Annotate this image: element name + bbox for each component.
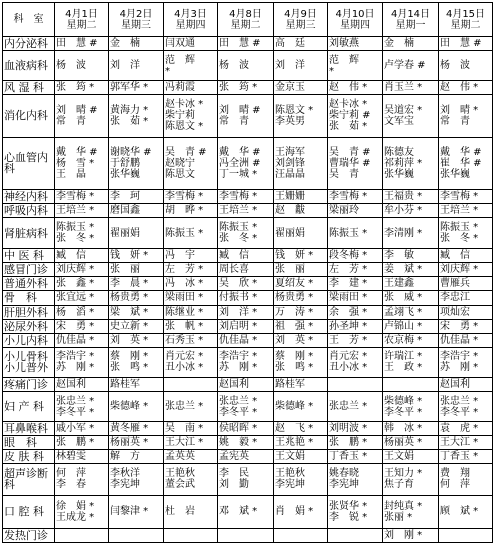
doctor-cell: 张忠兰 * — [164, 392, 218, 422]
doctor-cell: 邓 斌 * — [218, 495, 274, 528]
doctor-cell: 肖元宏 * 丑小冰 * — [328, 347, 383, 377]
doctor-cell: 张忠兰 * 李冬平 * — [55, 392, 109, 422]
doctor-cell: 陈恩文 * 李英男 — [274, 95, 328, 137]
dept-cell: 中 医 科 — [3, 249, 55, 263]
day-date: 4月1日 — [65, 8, 98, 20]
doctor-cell: 张忠兰 * 李冬平 * — [218, 392, 274, 422]
doctor-cell: 刘 晴 # 常 青 — [218, 95, 274, 137]
doctor-cell: 王姗姗 — [274, 189, 328, 203]
table-row — [3, 218, 493, 249]
doctor-cell: 李秋洋 李宪坤 — [109, 464, 164, 495]
doctor-cell: 刘 洋 — [109, 51, 164, 81]
doctor-cell: 李浩宇 * 苏 刚 * — [55, 347, 109, 377]
dept-cell: 血液病科 — [3, 51, 55, 81]
doctor-cell — [328, 377, 383, 391]
doctor-cell: 刘 晴 # 常 青 — [55, 95, 109, 137]
doctor-cell: 张 筠 * — [218, 81, 274, 95]
doctor-cell: 钱 妍 * — [274, 249, 328, 263]
day-date: 4月9日 — [284, 8, 317, 20]
doctor-cell: 王建鑫 — [383, 277, 439, 291]
doctor-cell: 梁丽玲 — [328, 203, 383, 217]
doctor-cell: 田 慧 # — [218, 37, 274, 51]
doctor-cell: 许瑞江 * 王 政 * — [383, 347, 439, 377]
doctor-cell: 路桂军 — [274, 377, 328, 391]
day-weekday: 星期二 — [230, 19, 261, 31]
day-date: 4月14日 — [390, 8, 431, 20]
doctor-cell — [109, 528, 164, 542]
doctor-cell: 刘庆辉 * — [439, 263, 493, 277]
doctor-cell: 张 帆 * — [164, 319, 218, 333]
doctor-cell: 杨贵勇 * — [109, 291, 164, 305]
doctor-cell: 吴 青 # 赵晓宁 陈思文 — [164, 137, 218, 189]
doctor-cell: 祖 强 * — [274, 319, 328, 333]
doctor-cell: 蔡 刚 * 张 鸣 * — [274, 347, 328, 377]
table-row — [3, 137, 493, 189]
doctor-cell: 孟英英 — [164, 450, 218, 464]
doctor-cell: 吴 南 * — [164, 422, 218, 436]
table-row — [3, 203, 493, 217]
doctor-cell: 冯 宇 — [164, 249, 218, 263]
doctor-cell: 史立新 * — [109, 319, 164, 333]
table-row — [3, 347, 493, 377]
doctor-cell: 王培兰 * — [439, 203, 493, 217]
dept-cell: 皮 肤 科 — [3, 450, 55, 464]
doctor-cell — [328, 528, 383, 542]
doctor-cell: 万 涛 * — [274, 305, 328, 319]
doctor-cell: 李雪梅 * — [328, 189, 383, 203]
doctor-cell: 王海军 刘剑锋 汪晶晶 — [274, 137, 328, 189]
doctor-cell: 臧 信 — [439, 249, 493, 263]
doctor-cell: 王培兰 * — [218, 203, 274, 217]
table-row — [3, 436, 493, 450]
dept-cell: 口 腔 科 — [3, 495, 55, 528]
doctor-cell: 张忠兰 * — [328, 392, 383, 422]
table-row — [3, 263, 493, 277]
dept-cell: 肾脏病科 — [3, 218, 55, 249]
doctor-cell: 李 建 * — [328, 277, 383, 291]
doctor-cell: 张 鑫 * — [55, 277, 109, 291]
doctor-cell: 翟丽娟 — [109, 218, 164, 249]
doctor-cell: 张 鹏 * — [328, 436, 383, 450]
doctor-cell: 杨丽英 * — [383, 436, 439, 450]
dept-cell: 普通外科 — [3, 277, 55, 291]
day-header — [218, 3, 274, 37]
doctor-cell: 项灿宏 — [439, 305, 493, 319]
doctor-cell: 陈振玉 * — [164, 218, 218, 249]
doctor-cell: 戴 华 # 崔 华 # 张华巍 — [439, 137, 493, 189]
dept-cell: 眼 科 — [3, 436, 55, 450]
doctor-cell: 杨丽英 * — [109, 436, 164, 450]
doctor-cell: 刘 英 * — [274, 333, 328, 347]
doctor-cell: 李浩宇 * 苏 刚 * — [439, 347, 493, 377]
doctor-cell: 翟丽娟 — [274, 218, 328, 249]
doctor-cell: 李雪梅 * — [439, 189, 493, 203]
doctor-cell: 孟翊飞 * — [383, 305, 439, 319]
doctor-cell: 李清刚 * — [383, 218, 439, 249]
doctor-cell: 宋 勇 * — [439, 319, 493, 333]
doctor-cell: 范 辉 * — [328, 51, 383, 81]
doctor-cell: 封纯真 * 张丽 * — [383, 495, 439, 528]
doctor-cell: 陈德友 祁莉萍 * 张华巍 — [383, 137, 439, 189]
doctor-cell — [218, 528, 274, 542]
dept-cell: 耳鼻喉科 — [3, 422, 55, 436]
schedule-body — [3, 37, 493, 543]
doctor-cell: 丁香玉 * — [328, 450, 383, 464]
doctor-cell: 王文娟 — [383, 450, 439, 464]
day-weekday: 星期二 — [450, 19, 481, 31]
doctor-cell: 袁 虎 * — [439, 422, 493, 436]
day-date: 4月2日 — [119, 8, 153, 20]
doctor-cell: 赵卡冰 * 柴宁莉 # 张 茹 * — [328, 95, 383, 137]
doctor-cell: 王文娟 — [274, 450, 328, 464]
day-header — [383, 3, 439, 37]
doctor-cell: 刘庆辉 * — [55, 263, 109, 277]
doctor-cell: 付振书 * — [218, 291, 274, 305]
doctor-cell: 张 丽 — [109, 263, 164, 277]
doctor-cell: 李 珂 — [109, 189, 164, 203]
dept-cell: 骨 科 — [3, 291, 55, 305]
doctor-cell: 仇佳晶 * — [218, 333, 274, 347]
doctor-cell: 姚春晓 李宪坤 — [328, 464, 383, 495]
doctor-cell: 赵 飞 * — [274, 422, 328, 436]
doctor-cell: 曹雁兵 — [439, 277, 493, 291]
day-date: 4月8日 — [229, 8, 262, 20]
table-row — [3, 95, 493, 137]
doctor-cell: 刘敏燕 — [328, 37, 383, 51]
doctor-cell: 范 辉 * — [164, 51, 218, 81]
doctor-cell: 肖玉兰 * — [383, 81, 439, 95]
doctor-cell: 李忠江 — [439, 291, 493, 305]
doctor-cell: 李 晨 * — [109, 277, 164, 291]
table-row — [3, 51, 493, 81]
doctor-cell: 臧 信 — [218, 249, 274, 263]
table-row — [3, 37, 493, 51]
doctor-cell — [274, 528, 328, 542]
doctor-cell: 陈振玉 * — [328, 218, 383, 249]
day-weekday: 星期四 — [340, 19, 370, 31]
doctor-cell: 周长喜 — [218, 263, 274, 277]
day-header — [274, 3, 328, 37]
doctor-cell: 张 鹏 * — [55, 436, 109, 450]
table-row — [3, 495, 493, 528]
doctor-cell: 刘明波 * — [328, 422, 383, 436]
doctor-cell: 王大江 * — [164, 436, 218, 450]
table-row — [3, 277, 493, 291]
doctor-cell: 戚小军 * — [55, 422, 109, 436]
doctor-cell: 石秀玉 * — [164, 333, 218, 347]
doctor-cell: 陈振玉 * 张 冬 * — [55, 218, 109, 249]
table-row — [3, 422, 493, 436]
doctor-cell: 王培兰 * — [55, 203, 109, 217]
doctor-cell: 李雪梅 * — [55, 189, 109, 203]
day-date: 4月15日 — [445, 8, 486, 20]
table-row — [3, 450, 493, 464]
doctor-cell: 吴 青 # 曹瑞华 # 吴 青 — [328, 137, 383, 189]
doctor-cell: 金 楠 — [383, 37, 439, 51]
table-row — [3, 319, 493, 333]
doctor-cell — [439, 528, 493, 542]
doctor-cell: 陈继业 * — [164, 305, 218, 319]
dept-header: 科 室 — [3, 3, 55, 37]
doctor-cell: 卢锦山 * — [383, 319, 439, 333]
doctor-cell: 路桂军 — [109, 377, 164, 391]
doctor-cell: 姚 毅 * — [218, 436, 274, 450]
doctor-cell: 吴道宏 * 文军宝 — [383, 95, 439, 137]
doctor-cell: 王大江 * — [439, 436, 493, 450]
day-weekday: 星期一 — [395, 19, 426, 31]
doctor-cell: 卢学春 # — [383, 51, 439, 81]
dept-cell: 疼痛门诊 — [3, 377, 55, 391]
doctor-cell — [164, 377, 218, 391]
doctor-cell: 牟小芬 * — [383, 203, 439, 217]
day-weekday: 星期四 — [175, 19, 206, 31]
doctor-cell: 仇佳晶 * — [439, 333, 493, 347]
doctor-cell: 王知力 * 焦子育 — [383, 464, 439, 495]
table-row — [3, 249, 493, 263]
table-row — [3, 392, 493, 422]
dept-cell: 小儿内科 — [3, 333, 55, 347]
doctor-cell: 吴 欣 * — [218, 277, 274, 291]
day-header — [439, 3, 493, 37]
doctor-cell: 赵 伟 * — [328, 81, 383, 95]
doctor-cell: 余 强 * — [328, 305, 383, 319]
doctor-cell: 孟宪英 — [218, 450, 274, 464]
doctor-cell: 刘 洋 * — [218, 305, 274, 319]
doctor-cell: 王艳秋 李宪坤 — [274, 464, 328, 495]
doctor-cell: 王 芳 * — [328, 333, 383, 347]
doctor-cell: 左 芳 * — [328, 263, 383, 277]
dept-cell: 肝胆外科 — [3, 305, 55, 319]
doctor-cell: 赵 黻 — [274, 203, 328, 217]
doctor-cell: 姜 斌 * — [383, 263, 439, 277]
dept-cell: 妇 产 科 — [3, 392, 55, 422]
day-date: 4月10日 — [335, 8, 375, 20]
table-row — [3, 377, 493, 391]
day-header — [164, 3, 218, 37]
doctor-cell: 梁雨田 * — [328, 291, 383, 305]
table-row — [3, 305, 493, 319]
table-row — [3, 189, 493, 203]
dept-cell: 呼吸内科 — [3, 203, 55, 217]
doctor-cell: 孙圣坤 * — [328, 319, 383, 333]
doctor-cell: 徐 娟 * 王成龙 * — [55, 495, 109, 528]
day-weekday: 星期三 — [285, 19, 316, 31]
doctor-cell: 肖元宏 * 丑小冰 * — [164, 347, 218, 377]
table-row — [3, 464, 493, 495]
doctor-cell — [383, 377, 439, 391]
dept-cell: 消化内科 — [3, 95, 55, 137]
doctor-cell: 陈振玉 * 张 冬 * — [218, 218, 274, 249]
doctor-cell: 丁香玉 * — [439, 450, 493, 464]
doctor-cell: 赵卡冰 * 柴宁莉 陈恩文 * — [164, 95, 218, 137]
doctor-cell: 戴 华 # 冯全洲 # 丁一城 * — [218, 137, 274, 189]
doctor-cell: 张贤华 * 李 锐 * — [328, 495, 383, 528]
doctor-cell: 黄冬雁 * — [109, 422, 164, 436]
duty-schedule-table — [2, 2, 493, 543]
doctor-cell: 农京梅 * — [383, 333, 439, 347]
doctor-cell: 侯昭晖 * — [218, 422, 274, 436]
doctor-cell: 张 筠 * — [55, 81, 109, 95]
day-date: 4月3日 — [174, 8, 207, 20]
doctor-cell: 林碧雯 — [55, 450, 109, 464]
doctor-cell: 钱 妍 * — [109, 249, 164, 263]
doctor-cell: 刘启明 * — [218, 319, 274, 333]
doctor-cell: 杨 波 — [439, 51, 493, 81]
doctor-cell: 臧 信 — [55, 249, 109, 263]
doctor-cell: 郭军华 * — [109, 81, 164, 95]
doctor-cell — [55, 528, 109, 542]
doctor-cell: 戴 华 # 杨 雪 * 王 晶 — [55, 137, 109, 189]
table-row — [3, 291, 493, 305]
table-row — [3, 81, 493, 95]
doctor-cell: 李雪梅 * — [218, 189, 274, 203]
doctor-cell: 费 翔 何 萍 — [439, 464, 493, 495]
doctor-cell: 高 廷 — [274, 37, 328, 51]
doctor-cell: 李浩宇 * 苏 刚 * — [218, 347, 274, 377]
day-weekday: 星期三 — [121, 19, 151, 31]
doctor-cell: 杨贵勇 * — [274, 291, 328, 305]
doctor-cell: 杨 滔 * — [55, 305, 109, 319]
doctor-cell: 金 楠 — [109, 37, 164, 51]
dept-cell: 泌尿外科 — [3, 319, 55, 333]
doctor-cell: 何 萍 李 春 — [55, 464, 109, 495]
dept-cell: 小儿骨科 小儿普外 — [3, 347, 55, 377]
day-header — [328, 3, 383, 37]
doctor-cell: 张宜远 * — [55, 291, 109, 305]
doctor-cell: 肖 娟 * — [274, 495, 328, 528]
doctor-cell: 刘 晴 * 常 青 — [439, 95, 493, 137]
doctor-cell: 段冬梅 * — [328, 249, 383, 263]
doctor-cell: 张 威 * — [383, 291, 439, 305]
doctor-cell: 赵 伟 * — [439, 81, 493, 95]
doctor-cell: 李 敏 — [383, 249, 439, 263]
dept-cell: 超声诊断科 — [3, 464, 55, 495]
doctor-cell: 杜 岩 — [164, 495, 218, 528]
doctor-cell: 金京玉 — [274, 81, 328, 95]
doctor-cell: 李雪梅 * — [164, 189, 218, 203]
doctor-cell: 黄海力 * 张 茹 * — [109, 95, 164, 137]
doctor-cell: 柴德峰 * — [109, 392, 164, 422]
dept-cell: 内分泌科 — [3, 37, 55, 51]
dept-cell: 神经内科 — [3, 189, 55, 203]
doctor-cell: 王福贵 * — [383, 189, 439, 203]
doctor-cell: 田 慧 # — [439, 37, 493, 51]
doctor-cell: 赵国利 — [218, 377, 274, 391]
doctor-cell: 闫双通 — [164, 37, 218, 51]
day-header — [55, 3, 109, 37]
doctor-cell: 柴德峰 * — [274, 392, 328, 422]
dept-cell: 心血管内科 — [3, 137, 55, 189]
dept-cell: 感冒门诊 — [3, 263, 55, 277]
doctor-cell: 王艳秋 董会武 — [164, 464, 218, 495]
table-row — [3, 333, 493, 347]
dept-cell: 风 湿 科 — [3, 81, 55, 95]
doctor-cell: 张忠兰 * 李冬平 * — [439, 392, 493, 422]
doctor-cell: 夏绍友 * — [274, 277, 328, 291]
doctor-cell: 蔡 刚 * 张 鸣 * — [109, 347, 164, 377]
doctor-cell: 梁雨田 * — [164, 291, 218, 305]
doctor-cell: 顾 斌 * — [439, 495, 493, 528]
doctor-cell: 韩 冰 * — [383, 422, 439, 436]
doctor-cell: 解 方 — [109, 450, 164, 464]
table-row — [3, 528, 493, 542]
doctor-cell: 赵国利 — [55, 377, 109, 391]
doctor-cell — [164, 528, 218, 542]
doctor-cell: 梁 斌 * — [109, 305, 164, 319]
doctor-cell: 磨国鑫 — [109, 203, 164, 217]
doctor-cell: 杨 波 — [55, 51, 109, 81]
doctor-cell: 王兆艳 * — [274, 436, 328, 450]
doctor-cell: 闫黎津 * — [109, 495, 164, 528]
doctor-cell: 杨 波 — [218, 51, 274, 81]
doctor-cell: 宋 勇 * — [55, 319, 109, 333]
doctor-cell: 左 芳 * — [164, 263, 218, 277]
day-weekday: 星期二 — [66, 19, 97, 31]
doctor-cell: 柴德峰 * 李冬平 * — [383, 392, 439, 422]
doctor-cell: 刘 洋 — [274, 51, 328, 81]
doctor-cell: 刘 英 * — [109, 333, 164, 347]
doctor-cell: 刘 刚 * — [383, 528, 439, 542]
doctor-cell: 李 民 刘 勤 — [218, 464, 274, 495]
doctor-cell: 胡 晔 * — [164, 203, 218, 217]
doctor-cell: 仇佳晶 * — [55, 333, 109, 347]
doctor-cell: 张 丽 — [274, 263, 328, 277]
doctor-cell: 陈振玉 * 张 冬 * — [439, 218, 493, 249]
doctor-cell: 赵国利 — [439, 377, 493, 391]
dept-cell: 发热门诊 — [3, 528, 55, 542]
header-row — [3, 3, 493, 37]
doctor-cell: 冯 冰 * — [164, 277, 218, 291]
doctor-cell: 谢晓华 # 于舒鹏 张华巍 — [109, 137, 164, 189]
doctor-cell: 田 慧 # — [55, 37, 109, 51]
doctor-cell: 冯莉霞 — [164, 81, 218, 95]
day-header — [109, 3, 164, 37]
